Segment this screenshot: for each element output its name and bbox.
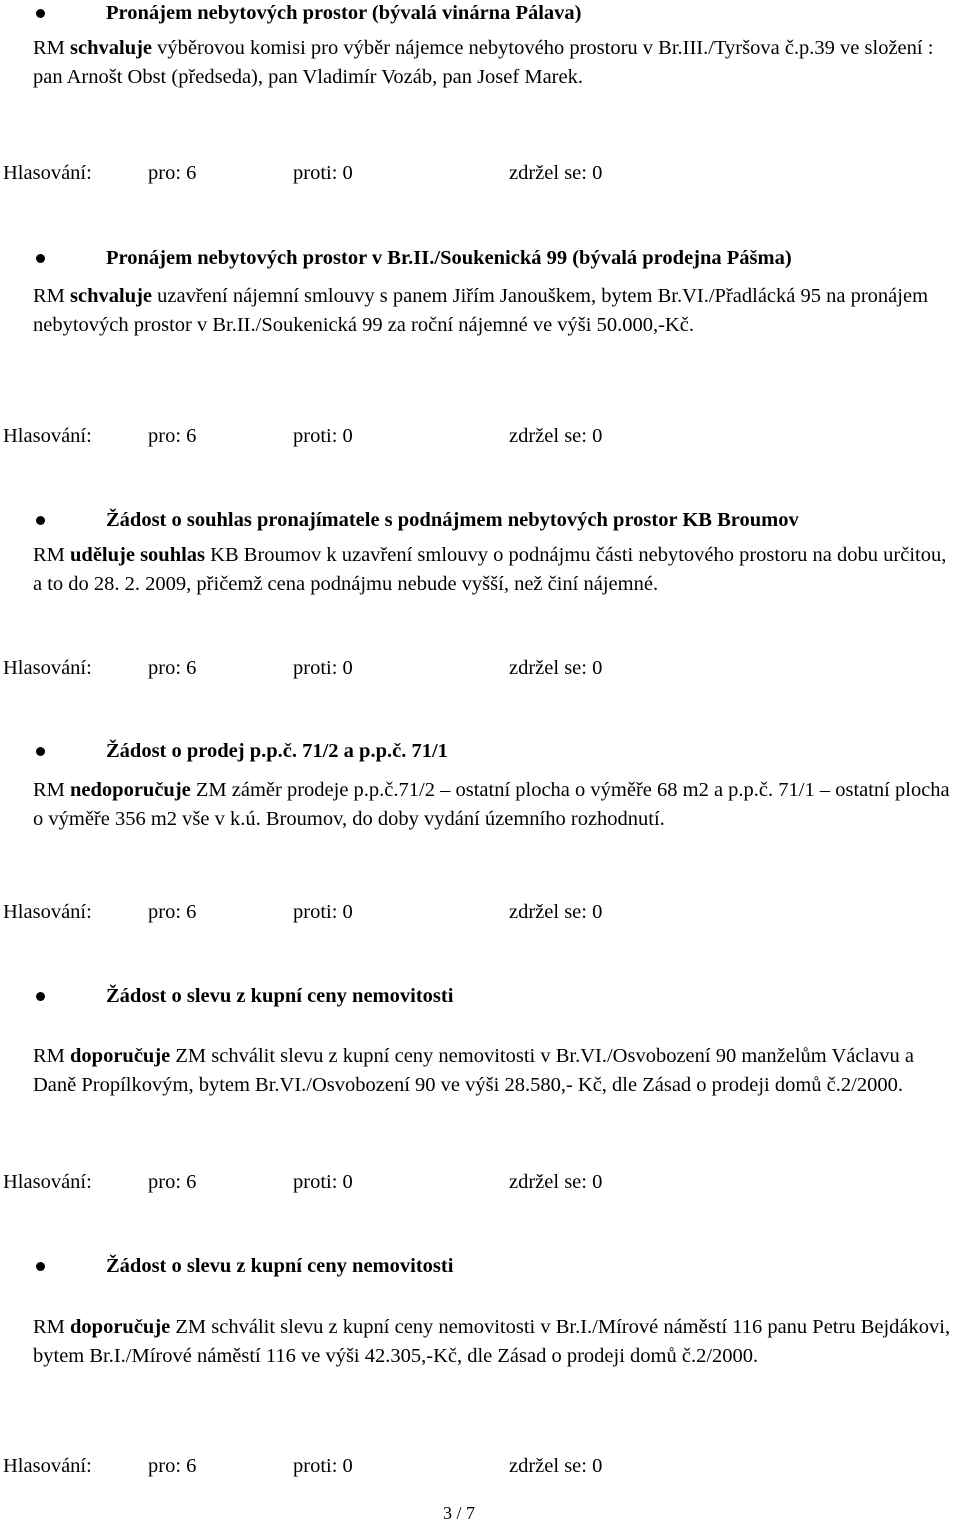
body-rest: výběrovou komisi pro výběr nájemce nebytového prostoru v Br.III./Tyršova č.p.39 ve složení : pan Arnošt Obst (předseda), pan Vladimír Vozáb, pan Josef Marek.: [33, 37, 934, 88]
vote-pro: pro: 6: [148, 162, 197, 184]
vote-row: [0, 655, 700, 681]
vote-pro: pro: 6: [148, 901, 197, 923]
vote-label: Hlasování:: [3, 901, 92, 923]
resolution-item: [0, 245, 960, 447]
item-body: [33, 34, 958, 92]
vote-abstain: zdržel se: 0: [509, 901, 603, 923]
body-rest: ZM schválit slevu z kupní ceny nemovitosti v Br.VI./Osvobození 90 manželům Václavu a Daně Propílkovým, bytem Br.VI./Osvobození 90 ve výši 28.580,- Kč, dle Zásad o prodeji domů č.2/2000.: [33, 1045, 915, 1096]
item-heading-row: [0, 0, 960, 30]
body-verb: schvaluje: [70, 285, 153, 307]
item-heading-row: [0, 1253, 960, 1283]
vote-pro: pro: 6: [148, 1455, 197, 1477]
bullet-icon: [36, 1262, 45, 1271]
bullet-icon: [36, 254, 45, 263]
bullet-icon: [36, 9, 45, 18]
body-prefix: RM: [33, 779, 71, 801]
item-heading: Žádost o slevu z kupní ceny nemovitosti: [106, 985, 454, 1007]
vote-abstain: zdržel se: 0: [509, 1171, 603, 1193]
vote-proti: proti: 0: [293, 162, 353, 184]
resolution-item: [0, 507, 960, 679]
item-body: [33, 1313, 958, 1371]
body-rest: ZM záměr prodeje p.p.č.71/2 – ostatní plocha o výměře 68 m2 a p.p.č. 71/1 – ostatní plocha o výměře 356 m2 vše v k.ú. Broumov, do doby vydání územního rozhodnutí.: [33, 779, 950, 830]
vote-label: Hlasování:: [3, 1171, 92, 1193]
vote-label: Hlasování:: [3, 657, 92, 679]
vote-proti: proti: 0: [293, 1455, 353, 1477]
bullet-icon: [36, 516, 45, 525]
vote-proti: proti: 0: [293, 425, 353, 447]
body-prefix: RM: [33, 37, 71, 59]
vote-proti: proti: 0: [293, 1171, 353, 1193]
vote-abstain: zdržel se: 0: [509, 162, 603, 184]
body-rest: KB Broumov k uzavření smlouvy o podnájmu části nebytového prostoru na dobu určitou, a to do 28. 2. 2009, přičemž cena podnájmu nebude vyšší, než činí nájemné.: [33, 544, 947, 595]
item-heading-row: [0, 983, 960, 1013]
item-heading: Pronájem nebytových prostor (bývalá vinárna Pálava): [106, 2, 582, 24]
vote-row: [0, 1169, 700, 1195]
vote-pro: pro: 6: [148, 425, 197, 447]
vote-pro: pro: 6: [148, 1171, 197, 1193]
item-body: [33, 541, 958, 599]
vote-pro: pro: 6: [148, 657, 197, 679]
body-verb: uděluje souhlas: [70, 544, 206, 566]
bullet-icon: [36, 992, 45, 1001]
item-heading: Žádost o slevu z kupní ceny nemovitosti: [106, 1255, 454, 1277]
vote-label: Hlasování:: [3, 1455, 92, 1477]
body-rest: ZM schválit slevu z kupní ceny nemovitosti v Br.I./Mírové náměstí 116 panu Petru Bejdákovi, bytem Br.I./Mírové náměstí 116 ve výši 42.305,-Kč, dle Zásad o prodeji domů č.2/2000.: [33, 1316, 951, 1367]
vote-abstain: zdržel se: 0: [509, 1455, 603, 1477]
body-verb: doporučuje: [70, 1045, 171, 1067]
item-body: [33, 776, 958, 834]
item-heading-row: [0, 738, 960, 768]
bullet-icon: [36, 747, 45, 756]
vote-row: [0, 1453, 700, 1479]
body-verb: nedoporučuje: [70, 779, 191, 801]
item-heading: Pronájem nebytových prostor v Br.II./Soukenická 99 (bývalá prodejna Pášma): [106, 247, 792, 269]
item-heading: Žádost o souhlas pronajímatele s podnájmem nebytových prostor KB Broumov: [106, 509, 799, 531]
vote-proti: proti: 0: [293, 657, 353, 679]
vote-proti: proti: 0: [293, 901, 353, 923]
vote-row: [0, 899, 700, 925]
resolution-item: [0, 1253, 960, 1477]
vote-row: [0, 423, 700, 449]
resolution-item: [0, 0, 960, 184]
vote-label: Hlasování:: [3, 425, 92, 447]
vote-abstain: zdržel se: 0: [509, 657, 603, 679]
body-prefix: RM: [33, 285, 71, 307]
vote-row: [0, 160, 700, 186]
resolution-item: [0, 983, 960, 1193]
vote-abstain: zdržel se: 0: [509, 425, 603, 447]
item-heading-row: [0, 245, 960, 275]
vote-label: Hlasování:: [3, 162, 92, 184]
item-heading: Žádost o prodej p.p.č. 71/2 a p.p.č. 71/1: [106, 740, 448, 762]
body-prefix: RM: [33, 1316, 71, 1338]
item-heading-row: [0, 507, 960, 537]
body-verb: schvaluje: [70, 37, 153, 59]
body-prefix: RM: [33, 544, 71, 566]
body-prefix: RM: [33, 1045, 71, 1067]
item-body: [33, 282, 958, 340]
item-body: [33, 1042, 958, 1100]
page-number: 3 / 7: [443, 1503, 476, 1523]
resolution-item: [0, 738, 960, 923]
body-verb: doporučuje: [70, 1316, 171, 1338]
body-rest: uzavření nájemní smlouvy s panem Jiřím Janouškem, bytem Br.VI./Přadlácká 95 na pronájem nebytových prostor v Br.II./Soukenická 99 za roční nájemné ve výši 50.000,-Kč.: [33, 285, 929, 336]
